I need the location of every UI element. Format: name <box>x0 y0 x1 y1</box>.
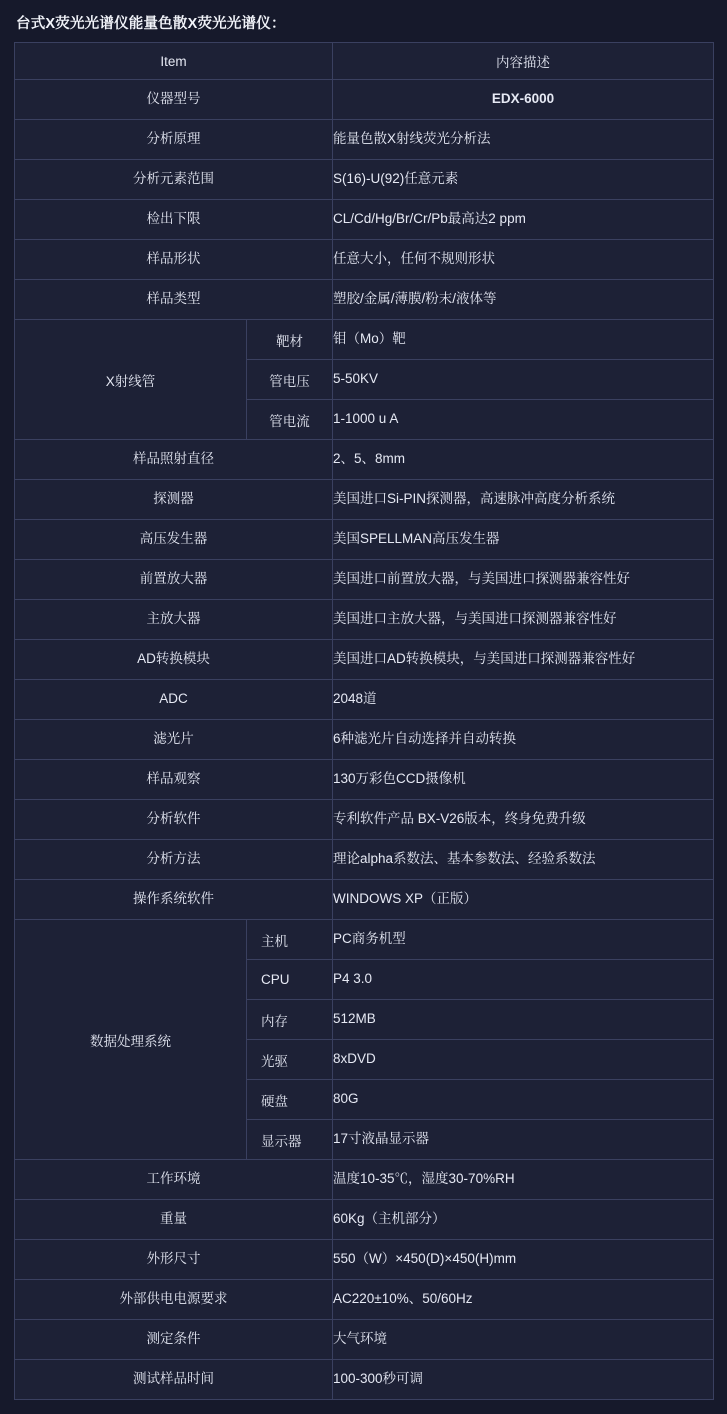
row-label: 样品观察 <box>15 760 333 800</box>
table-row <box>15 200 714 240</box>
row-value: P4 3.0 <box>333 960 714 1000</box>
row-sublabel: 管电压 <box>247 360 333 400</box>
row-value: 美国SPELLMAN高压发生器 <box>333 520 714 560</box>
table-row <box>15 1360 714 1400</box>
row-value: 130万彩色CCD摄像机 <box>333 760 714 800</box>
table-row <box>15 160 714 200</box>
row-value: 钼（Mo）靶 <box>333 320 714 360</box>
row-value: 理论alpha系数法、基本参数法、经验系数法 <box>333 840 714 880</box>
table-row <box>15 600 714 640</box>
row-value: 1-1000 u A <box>333 400 714 440</box>
column-header-item: Item <box>15 43 333 80</box>
page-title: 台式X荧光光谱仪能量色散X荧光光谱仪： <box>16 16 286 32</box>
row-label: 主放大器 <box>15 600 333 640</box>
row-value: 大气环境 <box>333 1320 714 1360</box>
row-group-label: X射线管 <box>15 320 247 440</box>
table-row <box>15 480 714 520</box>
row-value: PC商务机型 <box>333 920 714 960</box>
row-value: 温度10-35℃，湿度30-70%RH <box>333 1160 714 1200</box>
row-label: 探测器 <box>15 480 333 520</box>
row-label: 测定条件 <box>15 1320 333 1360</box>
row-label: 分析方法 <box>15 840 333 880</box>
row-label: 样品形状 <box>15 240 333 280</box>
row-value: 512MB <box>333 1000 714 1040</box>
row-value: 100-300秒可调 <box>333 1360 714 1400</box>
row-value: 8xDVD <box>333 1040 714 1080</box>
row-value: 5-50KV <box>333 360 714 400</box>
row-sublabel: 管电流 <box>247 400 333 440</box>
row-value: 17寸液晶显示器 <box>333 1120 714 1160</box>
table-header-row <box>15 43 714 80</box>
row-label: 高压发生器 <box>15 520 333 560</box>
table-row <box>15 280 714 320</box>
table-row <box>15 800 714 840</box>
row-sublabel: 主机 <box>247 920 333 960</box>
row-label: 重量 <box>15 1200 333 1240</box>
table-body <box>15 43 714 1400</box>
row-value: 80G <box>333 1080 714 1120</box>
row-sublabel: 内存 <box>247 1000 333 1040</box>
table-row <box>15 1320 714 1360</box>
table-row <box>15 760 714 800</box>
table-row <box>15 120 714 160</box>
row-label: AD转换模块 <box>15 640 333 680</box>
row-label: 分析元素范围 <box>15 160 333 200</box>
row-label: 样品照射直径 <box>15 440 333 480</box>
row-label: 分析原理 <box>15 120 333 160</box>
row-label: 工作环境 <box>15 1160 333 1200</box>
table-row <box>15 640 714 680</box>
row-sublabel: 显示器 <box>247 1120 333 1160</box>
row-value: 美国进口AD转换模块，与美国进口探测器兼容性好 <box>333 640 714 680</box>
row-label: 分析软件 <box>15 800 333 840</box>
row-label: 样品类型 <box>15 280 333 320</box>
row-value: 550（W）×450(D)×450(H)mm <box>333 1240 714 1280</box>
row-label: 检出下限 <box>15 200 333 240</box>
row-value: 60Kg（主机部分） <box>333 1200 714 1240</box>
row-label: 操作系统软件 <box>15 880 333 920</box>
row-label: 测试样品时间 <box>15 1360 333 1400</box>
row-label: 仪器型号 <box>15 80 333 120</box>
row-value: CL/Cd/Hg/Br/Cr/Pb最高达2 ppm <box>333 200 714 240</box>
row-sublabel: 靶材 <box>247 320 333 360</box>
table-row <box>15 560 714 600</box>
row-label: ADC <box>15 680 333 720</box>
table-row <box>15 1200 714 1240</box>
table-row <box>15 720 714 760</box>
row-value: S(16)-U(92)任意元素 <box>333 160 714 200</box>
row-value: 2048道 <box>333 680 714 720</box>
table-row <box>15 520 714 560</box>
specification-table <box>14 42 714 1400</box>
row-value: 塑胶/金属/薄膜/粉末/液体等 <box>333 280 714 320</box>
table-row <box>15 1160 714 1200</box>
column-header-description: 内容描述 <box>333 43 714 80</box>
row-value: 美国进口前置放大器，与美国进口探测器兼容性好 <box>333 560 714 600</box>
row-sublabel: CPU <box>247 960 333 1000</box>
row-label: 前置放大器 <box>15 560 333 600</box>
row-value: AC220±10%、50/60Hz <box>333 1280 714 1320</box>
table-row <box>15 1280 714 1320</box>
row-value: 2、5、8mm <box>333 440 714 480</box>
table-row <box>15 840 714 880</box>
row-value: 美国进口主放大器，与美国进口探测器兼容性好 <box>333 600 714 640</box>
table-row <box>15 240 714 280</box>
table-row <box>15 80 714 120</box>
table-row <box>15 1240 714 1280</box>
table-row <box>15 680 714 720</box>
row-value: EDX-6000 <box>333 80 714 120</box>
row-label: 外形尺寸 <box>15 1240 333 1280</box>
table-row <box>15 920 714 960</box>
row-group-label: 数据处理系统 <box>15 920 247 1160</box>
row-sublabel: 光驱 <box>247 1040 333 1080</box>
row-sublabel: 硬盘 <box>247 1080 333 1120</box>
row-value: 能量色散X射线荧光分析法 <box>333 120 714 160</box>
row-label: 滤光片 <box>15 720 333 760</box>
table-row <box>15 880 714 920</box>
row-value: 美国进口Si-PIN探测器，高速脉冲高度分析系统 <box>333 480 714 520</box>
row-value: WINDOWS XP（正版） <box>333 880 714 920</box>
row-value: 任意大小，任何不规则形状 <box>333 240 714 280</box>
table-row <box>15 320 714 360</box>
row-label: 外部供电电源要求 <box>15 1280 333 1320</box>
row-value: 6种滤光片自动选择并自动转换 <box>333 720 714 760</box>
row-value: 专利软件产品 BX-V26版本，终身免费升级 <box>333 800 714 840</box>
table-row <box>15 440 714 480</box>
